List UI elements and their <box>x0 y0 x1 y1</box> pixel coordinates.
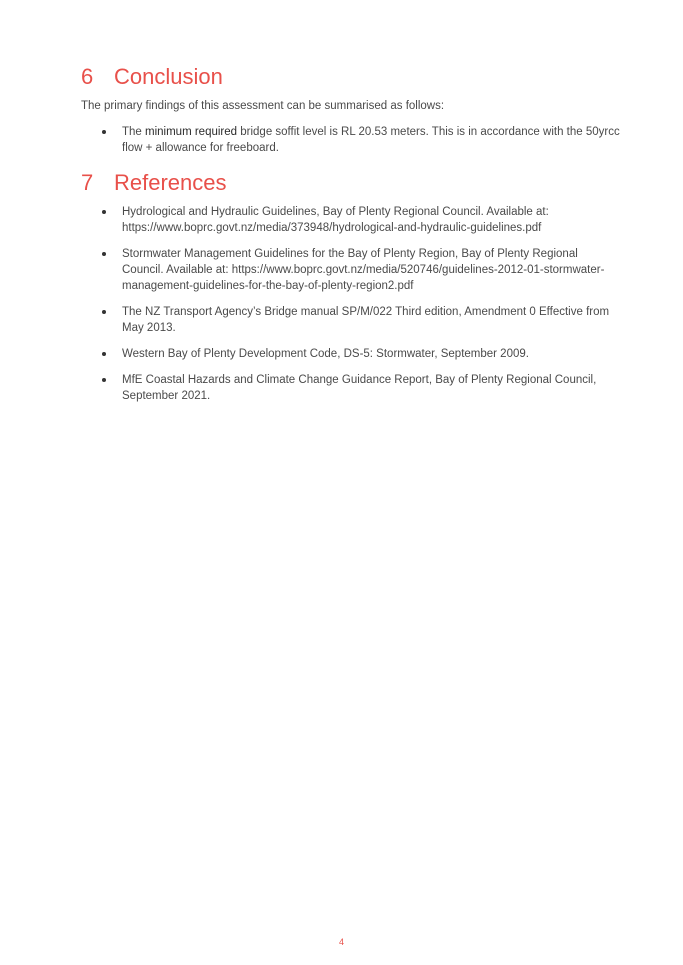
list-item <box>0 372 622 404</box>
references-list <box>0 204 683 414</box>
bullet-icon <box>102 352 106 356</box>
finding-emphasis: minimum required <box>145 126 238 138</box>
conclusion-list <box>0 124 683 166</box>
bullet-icon <box>102 378 106 382</box>
bullet-icon <box>102 310 106 314</box>
page-number: 4 <box>338 937 344 947</box>
conclusion-intro: The primary findings of this assessment can be summarised as follows: <box>81 100 445 112</box>
reference-text: Stormwater Management Guidelines for the Bay of Plenty Region, Bay of Plenty Regional Council. Available at: https://www.boprc.govt.nz/media/520746/guidelines-2012-01-stormwater-management-guidelines-for-the-bay-of-plenty-region2.pdf <box>122 248 605 292</box>
list-item <box>0 204 622 236</box>
list-item <box>0 304 622 336</box>
list-item <box>0 124 622 156</box>
list-item <box>0 346 622 362</box>
list-item <box>0 246 622 294</box>
reference-text: MfE Coastal Hazards and Climate Change Guidance Report, Bay of Plenty Regional Council, September 2021. <box>122 374 597 402</box>
reference-text: Western Bay of Plenty Development Code, DS-5: Stormwater, September 2009. <box>122 348 529 360</box>
bullet-icon <box>102 252 106 256</box>
section-number: 6 <box>81 64 94 89</box>
section-heading-references <box>81 170 227 196</box>
section-number: 7 <box>81 170 94 195</box>
section-heading-conclusion <box>81 64 223 90</box>
section-title: Conclusion <box>114 64 223 89</box>
finding-text: bridge soffit level is RL 20.53 meters. This is in accordance with the 50yrcc flow + allowance for freeboard. <box>122 126 620 154</box>
section-title: References <box>114 170 227 195</box>
reference-text: The NZ Transport Agency’s Bridge manual SP/M/022 Third edition, Amendment 0 Effective from May 2013. <box>122 306 610 334</box>
bullet-icon <box>102 210 106 214</box>
bullet-icon <box>102 130 106 134</box>
finding-prefix: The <box>122 126 146 138</box>
reference-text: Hydrological and Hydraulic Guidelines, Bay of Plenty Regional Council. Available at: https://www.boprc.govt.nz/media/373948/hydrological-and-hydraulic-guidelines.pdf <box>122 206 549 234</box>
